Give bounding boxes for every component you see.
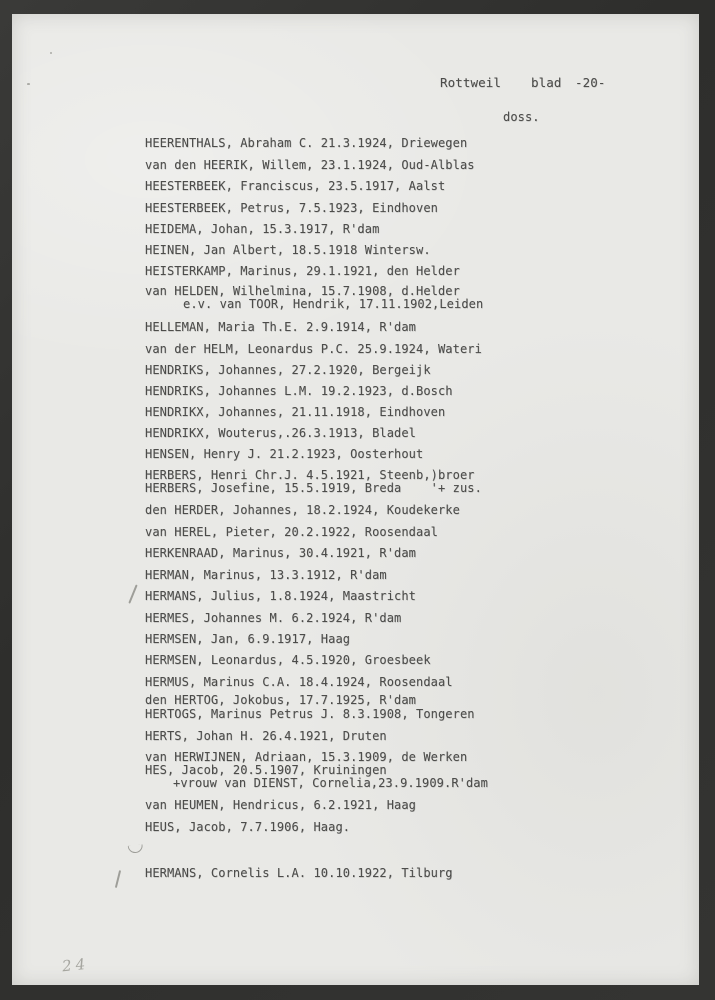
register-line: +vrouw van DIENST, Cornelia,23.9.1909.R'dam — [173, 776, 488, 790]
dust-speck — [27, 83, 30, 85]
pencil-check-mark — [128, 584, 137, 603]
register-line: van HEREL, Pieter, 20.2.1922, Roosendaal — [145, 525, 438, 539]
register-line: HEESTERBEEK, Petrus, 7.5.1923, Eindhoven — [145, 201, 438, 215]
header-sheet-label: blad — [531, 75, 562, 90]
register-line: van HELDEN, Wilhelmina, 15.7.1908, d.Helder — [145, 284, 460, 298]
register-line: HERMSEN, Leonardus, 4.5.1920, Groesbeek — [145, 653, 431, 667]
register-line: HERBERS, Josefine, 15.5.1919, Breda '+ zus. — [145, 481, 482, 495]
register-line: HERKENRAAD, Marinus, 30.4.1921, R'dam — [145, 546, 417, 560]
register-line: HENDRIKX, Wouterus,.26.3.1913, Bladel — [145, 426, 417, 440]
header-sheet-number: -20- — [575, 75, 606, 90]
header-dossier-label: doss. — [503, 110, 540, 124]
pencil-corner-number: 24 — [61, 954, 90, 976]
register-line: HES, Jacob, 20.5.1907, Kruiningen — [145, 763, 387, 777]
register-line: HEIDEMA, Johan, 15.3.1917, R'dam — [145, 222, 380, 236]
dust-speck — [50, 52, 52, 54]
register-line: van den HEERIK, Willem, 23.1.1924, Oud-Alblas — [145, 158, 475, 172]
register-line: e.v. van TOOR, Hendrik, 17.11.1902,Leiden — [183, 297, 484, 311]
register-line: HERMANS, Julius, 1.8.1924, Maastricht — [145, 589, 417, 603]
register-line: HEUS, Jacob, 7.7.1906, Haag. — [145, 820, 351, 834]
register-line: van der HELM, Leonardus P.C. 25.9.1924, Wateri — [145, 342, 482, 356]
header-location: Rottweil — [440, 75, 502, 90]
register-line: HEESTERBEEK, Franciscus, 23.5.1917, Aalst — [145, 179, 446, 193]
register-line: den HERTOG, Jokobus, 17.7.1925, R'dam — [145, 693, 417, 707]
register-line: HELLEMAN, Maria Th.E. 2.9.1914, R'dam — [145, 320, 417, 334]
register-line: HERMANS, Cornelis L.A. 10.10.1922, Tilburg — [145, 866, 453, 880]
register-line: HENDRIKS, Johannes L.M. 19.2.1923, d.Bosch — [145, 384, 453, 398]
register-line: van HERWIJNEN, Adriaan, 15.3.1909, de Werken — [145, 750, 468, 764]
register-line: HENDRIKX, Johannes, 21.11.1918, Eindhoven — [145, 405, 446, 419]
register-line: van HEUMEN, Hendricus, 6.2.1921, Haag — [145, 798, 417, 812]
register-line: HEISTERKAMP, Marinus, 29.1.1921, den Helder — [145, 264, 460, 278]
register-line: HERBERS, Henri Chr.J. 4.5.1921, Steenb,)broer — [145, 468, 475, 482]
register-line: HENDRIKS, Johannes, 27.2.1920, Bergeijk — [145, 363, 431, 377]
register-line: HERMUS, Marinus C.A. 18.4.1924, Roosendaal — [145, 675, 453, 689]
register-line: HEINEN, Jan Albert, 18.5.1918 Wintersw. — [145, 243, 431, 257]
pencil-check-mark — [115, 870, 121, 888]
register-line: HERTS, Johan H. 26.4.1921, Druten — [145, 729, 387, 743]
register-line: HERMAN, Marinus, 13.3.1912, R'dam — [145, 568, 387, 582]
register-line: HENSEN, Henry J. 21.2.1923, Oosterhout — [145, 447, 424, 461]
register-line: HERMES, Johannes M. 6.2.1924, R'dam — [145, 611, 402, 625]
register-line: HERTOGS, Marinus Petrus J. 8.3.1908, Tongeren — [145, 707, 475, 721]
register-line: HEERENTHALS, Abraham C. 21.3.1924, Driewegen — [145, 136, 468, 150]
document-page — [12, 14, 699, 985]
register-line: den HERDER, Johannes, 18.2.1924, Koudekerke — [145, 503, 460, 517]
pencil-curl-mark — [128, 844, 144, 854]
register-line: HERMSEN, Jan, 6.9.1917, Haag — [145, 632, 351, 646]
